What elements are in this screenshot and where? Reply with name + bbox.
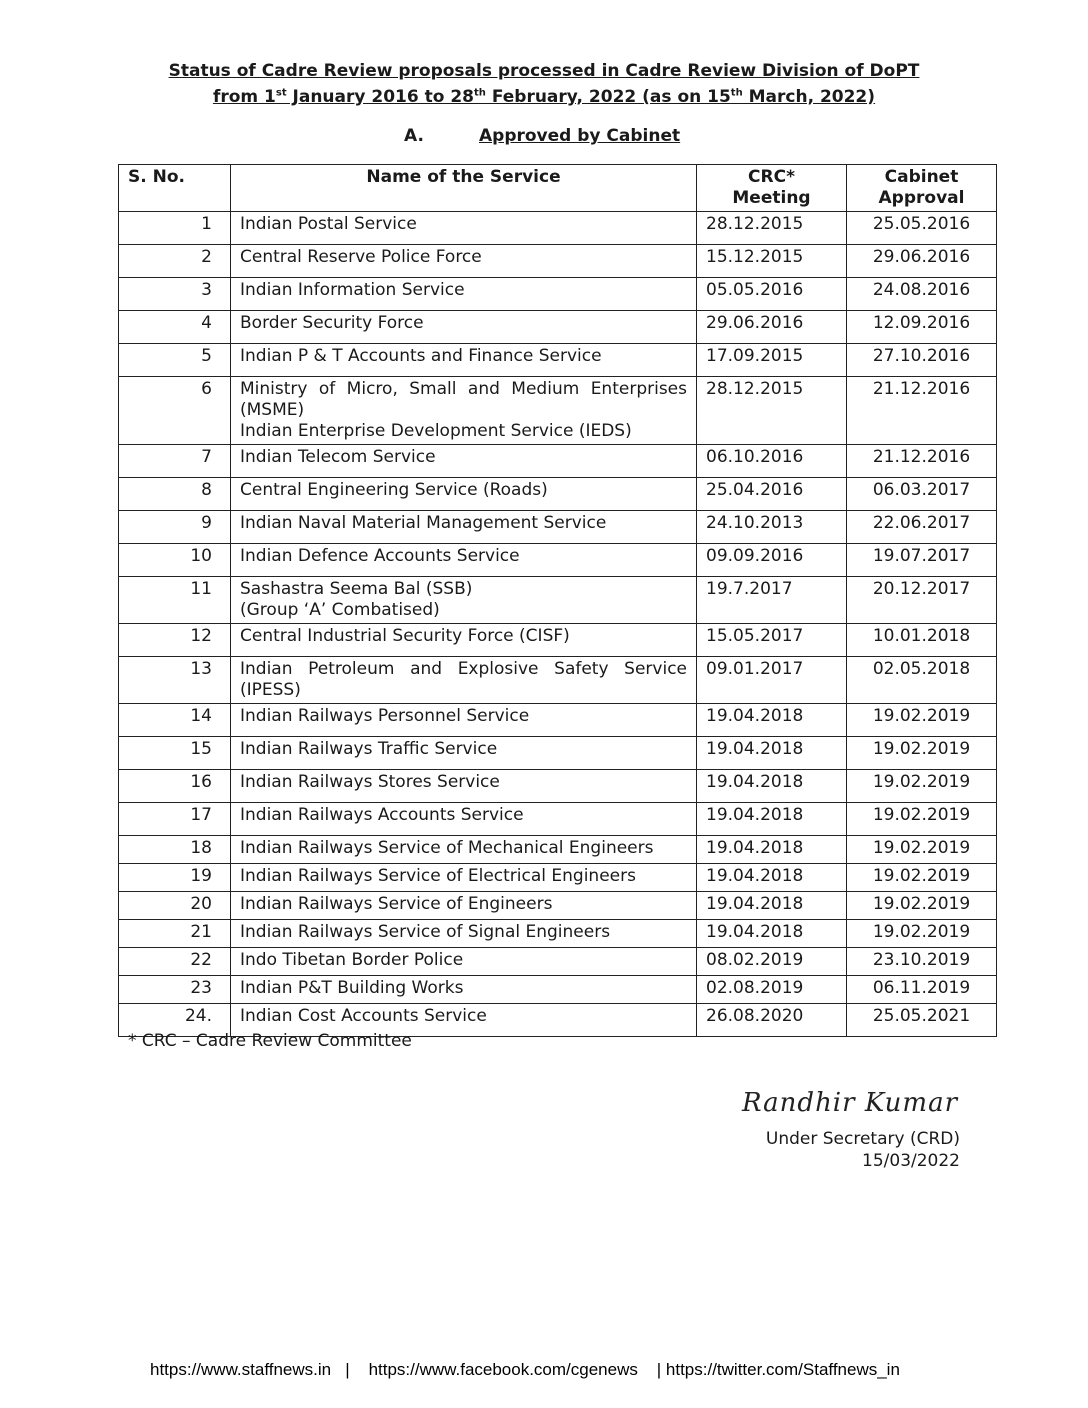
cell-crc-meeting: 19.04.2018 <box>697 770 847 803</box>
cell-cabinet-approval: 19.02.2019 <box>847 803 997 836</box>
cell-cabinet-approval: 19.02.2019 <box>847 920 997 948</box>
cell-sno: 13 <box>119 657 231 704</box>
cell-sno: 24. <box>119 1004 231 1037</box>
table-header-row <box>119 165 997 212</box>
table-row <box>119 344 997 377</box>
cell-cabinet-approval: 22.06.2017 <box>847 511 997 544</box>
cell-sno: 7 <box>119 445 231 478</box>
cell-sno: 9 <box>119 511 231 544</box>
cell-crc-meeting: 29.06.2016 <box>697 311 847 344</box>
cell-crc-meeting: 19.04.2018 <box>697 920 847 948</box>
cell-sno: 16 <box>119 770 231 803</box>
table-row <box>119 311 997 344</box>
title-line-1: Status of Cadre Review proposals processed in Cadre Review Division of DoPT <box>168 61 920 81</box>
cell-service-name: Indian Railways Personnel Service <box>231 704 697 737</box>
cell-cabinet-approval: 06.11.2019 <box>847 976 997 1004</box>
cell-service-name: Border Security Force <box>231 311 697 344</box>
cell-cabinet-approval: 12.09.2016 <box>847 311 997 344</box>
header-name: Name of the Service <box>231 165 697 212</box>
cell-cabinet-approval: 06.03.2017 <box>847 478 997 511</box>
cell-cabinet-approval: 02.05.2018 <box>847 657 997 704</box>
cell-sno: 8 <box>119 478 231 511</box>
signature: Randhir Kumar <box>742 1088 958 1118</box>
table-row <box>119 278 997 311</box>
cell-service-name: Indian Naval Material Management Service <box>231 511 697 544</box>
cell-cabinet-approval: 25.05.2016 <box>847 212 997 245</box>
table-row <box>119 948 997 976</box>
cell-sno: 11 <box>119 577 231 624</box>
cell-sno: 18 <box>119 836 231 864</box>
table-row <box>119 212 997 245</box>
cell-cabinet-approval: 27.10.2016 <box>847 344 997 377</box>
cell-crc-meeting: 19.04.2018 <box>697 864 847 892</box>
table-row <box>119 864 997 892</box>
table-row <box>119 544 997 577</box>
cell-cabinet-approval: 21.12.2016 <box>847 445 997 478</box>
cell-cabinet-approval: 19.02.2019 <box>847 864 997 892</box>
table-row <box>119 737 997 770</box>
section-title: Approved by Cabinet <box>479 126 681 146</box>
table-row <box>119 445 997 478</box>
cell-crc-meeting: 15.05.2017 <box>697 624 847 657</box>
section-letter: A. <box>404 126 424 146</box>
signatory-block <box>766 1128 960 1172</box>
document-title <box>0 60 1088 108</box>
cell-service-name: Indian Information Service <box>231 278 697 311</box>
cell-service-name: Indian Railways Service of Engineers <box>231 892 697 920</box>
table-row <box>119 976 997 1004</box>
footnote: * CRC – Cadre Review Committee <box>128 1031 412 1051</box>
header-cabinet: Cabinet Approval <box>847 165 997 212</box>
cell-cabinet-approval: 19.02.2019 <box>847 704 997 737</box>
cell-service-name: Ministry of Micro, Small and Medium Enterprises (MSME) Indian Enterprise Development Service (IEDS) <box>231 377 697 445</box>
cell-sno: 22 <box>119 948 231 976</box>
cell-sno: 15 <box>119 737 231 770</box>
cell-sno: 6 <box>119 377 231 445</box>
cell-crc-meeting: 26.08.2020 <box>697 1004 847 1037</box>
title-line-2: from 1st January 2016 to 28th February, 2022 (as on 15th March, 2022) <box>212 86 876 107</box>
cell-service-name: Indian Telecom Service <box>231 445 697 478</box>
cell-crc-meeting: 06.10.2016 <box>697 445 847 478</box>
cell-service-name: Indian P & T Accounts and Finance Service <box>231 344 697 377</box>
footer-links[interactable]: https://www.staffnews.in | https://www.facebook.com/cgenews | https://twitter.com/Staffnews_in <box>150 1360 900 1379</box>
cell-service-name: Indian Railways Service of Signal Engineers <box>231 920 697 948</box>
cell-cabinet-approval: 25.05.2021 <box>847 1004 997 1037</box>
cell-service-name: Central Reserve Police Force <box>231 245 697 278</box>
cell-sno: 10 <box>119 544 231 577</box>
cell-crc-meeting: 28.12.2015 <box>697 212 847 245</box>
cell-crc-meeting: 09.01.2017 <box>697 657 847 704</box>
cell-crc-meeting: 19.04.2018 <box>697 737 847 770</box>
cell-crc-meeting: 19.04.2018 <box>697 836 847 864</box>
cell-crc-meeting: 25.04.2016 <box>697 478 847 511</box>
cell-crc-meeting: 19.04.2018 <box>697 892 847 920</box>
table-row <box>119 704 997 737</box>
table-row <box>119 577 997 624</box>
cell-crc-meeting: 08.02.2019 <box>697 948 847 976</box>
cell-crc-meeting: 24.10.2013 <box>697 511 847 544</box>
cell-sno: 21 <box>119 920 231 948</box>
cell-crc-meeting: 02.08.2019 <box>697 976 847 1004</box>
table-row <box>119 624 997 657</box>
table-row <box>119 377 997 445</box>
cell-service-name: Sashastra Seema Bal (SSB) (Group ‘A’ Combatised) <box>231 577 697 624</box>
cell-crc-meeting: 05.05.2016 <box>697 278 847 311</box>
cell-cabinet-approval: 21.12.2016 <box>847 377 997 445</box>
table-row <box>119 511 997 544</box>
cell-service-name: Indian Railways Traffic Service <box>231 737 697 770</box>
cell-service-name: Indian Defence Accounts Service <box>231 544 697 577</box>
table-row <box>119 920 997 948</box>
designation: Under Secretary (CRD) <box>765 1129 960 1149</box>
cell-crc-meeting: 09.09.2016 <box>697 544 847 577</box>
cell-crc-meeting: 19.04.2018 <box>697 704 847 737</box>
cell-sno: 19 <box>119 864 231 892</box>
cell-crc-meeting: 19.04.2018 <box>697 803 847 836</box>
cell-service-name: Indian Postal Service <box>231 212 697 245</box>
table-row <box>119 657 997 704</box>
cell-cabinet-approval: 29.06.2016 <box>847 245 997 278</box>
header-sno: S. No. <box>119 165 231 212</box>
cell-service-name: Indian Petroleum and Explosive Safety Service (IPESS) <box>231 657 697 704</box>
cell-sno: 12 <box>119 624 231 657</box>
cell-cabinet-approval: 19.02.2019 <box>847 770 997 803</box>
cell-service-name: Indian Railways Stores Service <box>231 770 697 803</box>
cell-sno: 3 <box>119 278 231 311</box>
cell-service-name: Indian Railways Service of Mechanical Engineers <box>231 836 697 864</box>
cell-cabinet-approval: 19.02.2019 <box>847 892 997 920</box>
table-row <box>119 770 997 803</box>
table-row <box>119 836 997 864</box>
cell-service-name: Indo Tibetan Border Police <box>231 948 697 976</box>
cell-cabinet-approval: 19.02.2019 <box>847 737 997 770</box>
cell-sno: 17 <box>119 803 231 836</box>
cell-cabinet-approval: 24.08.2016 <box>847 278 997 311</box>
cell-sno: 5 <box>119 344 231 377</box>
cell-crc-meeting: 17.09.2015 <box>697 344 847 377</box>
cell-service-name: Indian Cost Accounts Service <box>231 1004 697 1037</box>
cell-sno: 14 <box>119 704 231 737</box>
cell-cabinet-approval: 23.10.2019 <box>847 948 997 976</box>
table-row <box>119 803 997 836</box>
cell-sno: 20 <box>119 892 231 920</box>
cell-service-name: Central Engineering Service (Roads) <box>231 478 697 511</box>
cell-service-name: Indian P&T Building Works <box>231 976 697 1004</box>
table-row <box>119 478 997 511</box>
cell-cabinet-approval: 20.12.2017 <box>847 577 997 624</box>
cell-service-name: Indian Railways Service of Electrical Engineers <box>231 864 697 892</box>
cell-crc-meeting: 15.12.2015 <box>697 245 847 278</box>
cell-service-name: Indian Railways Accounts Service <box>231 803 697 836</box>
cell-sno: 1 <box>119 212 231 245</box>
cell-crc-meeting: 28.12.2015 <box>697 377 847 445</box>
cell-service-name: Central Industrial Security Force (CISF) <box>231 624 697 657</box>
cell-cabinet-approval: 19.02.2019 <box>847 836 997 864</box>
table-row <box>119 245 997 278</box>
table-row <box>119 892 997 920</box>
cell-sno: 23 <box>119 976 231 1004</box>
signature-date: 15/03/2022 <box>862 1151 960 1171</box>
header-crc: CRC* Meeting <box>697 165 847 212</box>
cell-cabinet-approval: 10.01.2018 <box>847 624 997 657</box>
cadre-review-table <box>118 164 997 1037</box>
cell-sno: 4 <box>119 311 231 344</box>
cell-sno: 2 <box>119 245 231 278</box>
cell-crc-meeting: 19.7.2017 <box>697 577 847 624</box>
cell-cabinet-approval: 19.07.2017 <box>847 544 997 577</box>
